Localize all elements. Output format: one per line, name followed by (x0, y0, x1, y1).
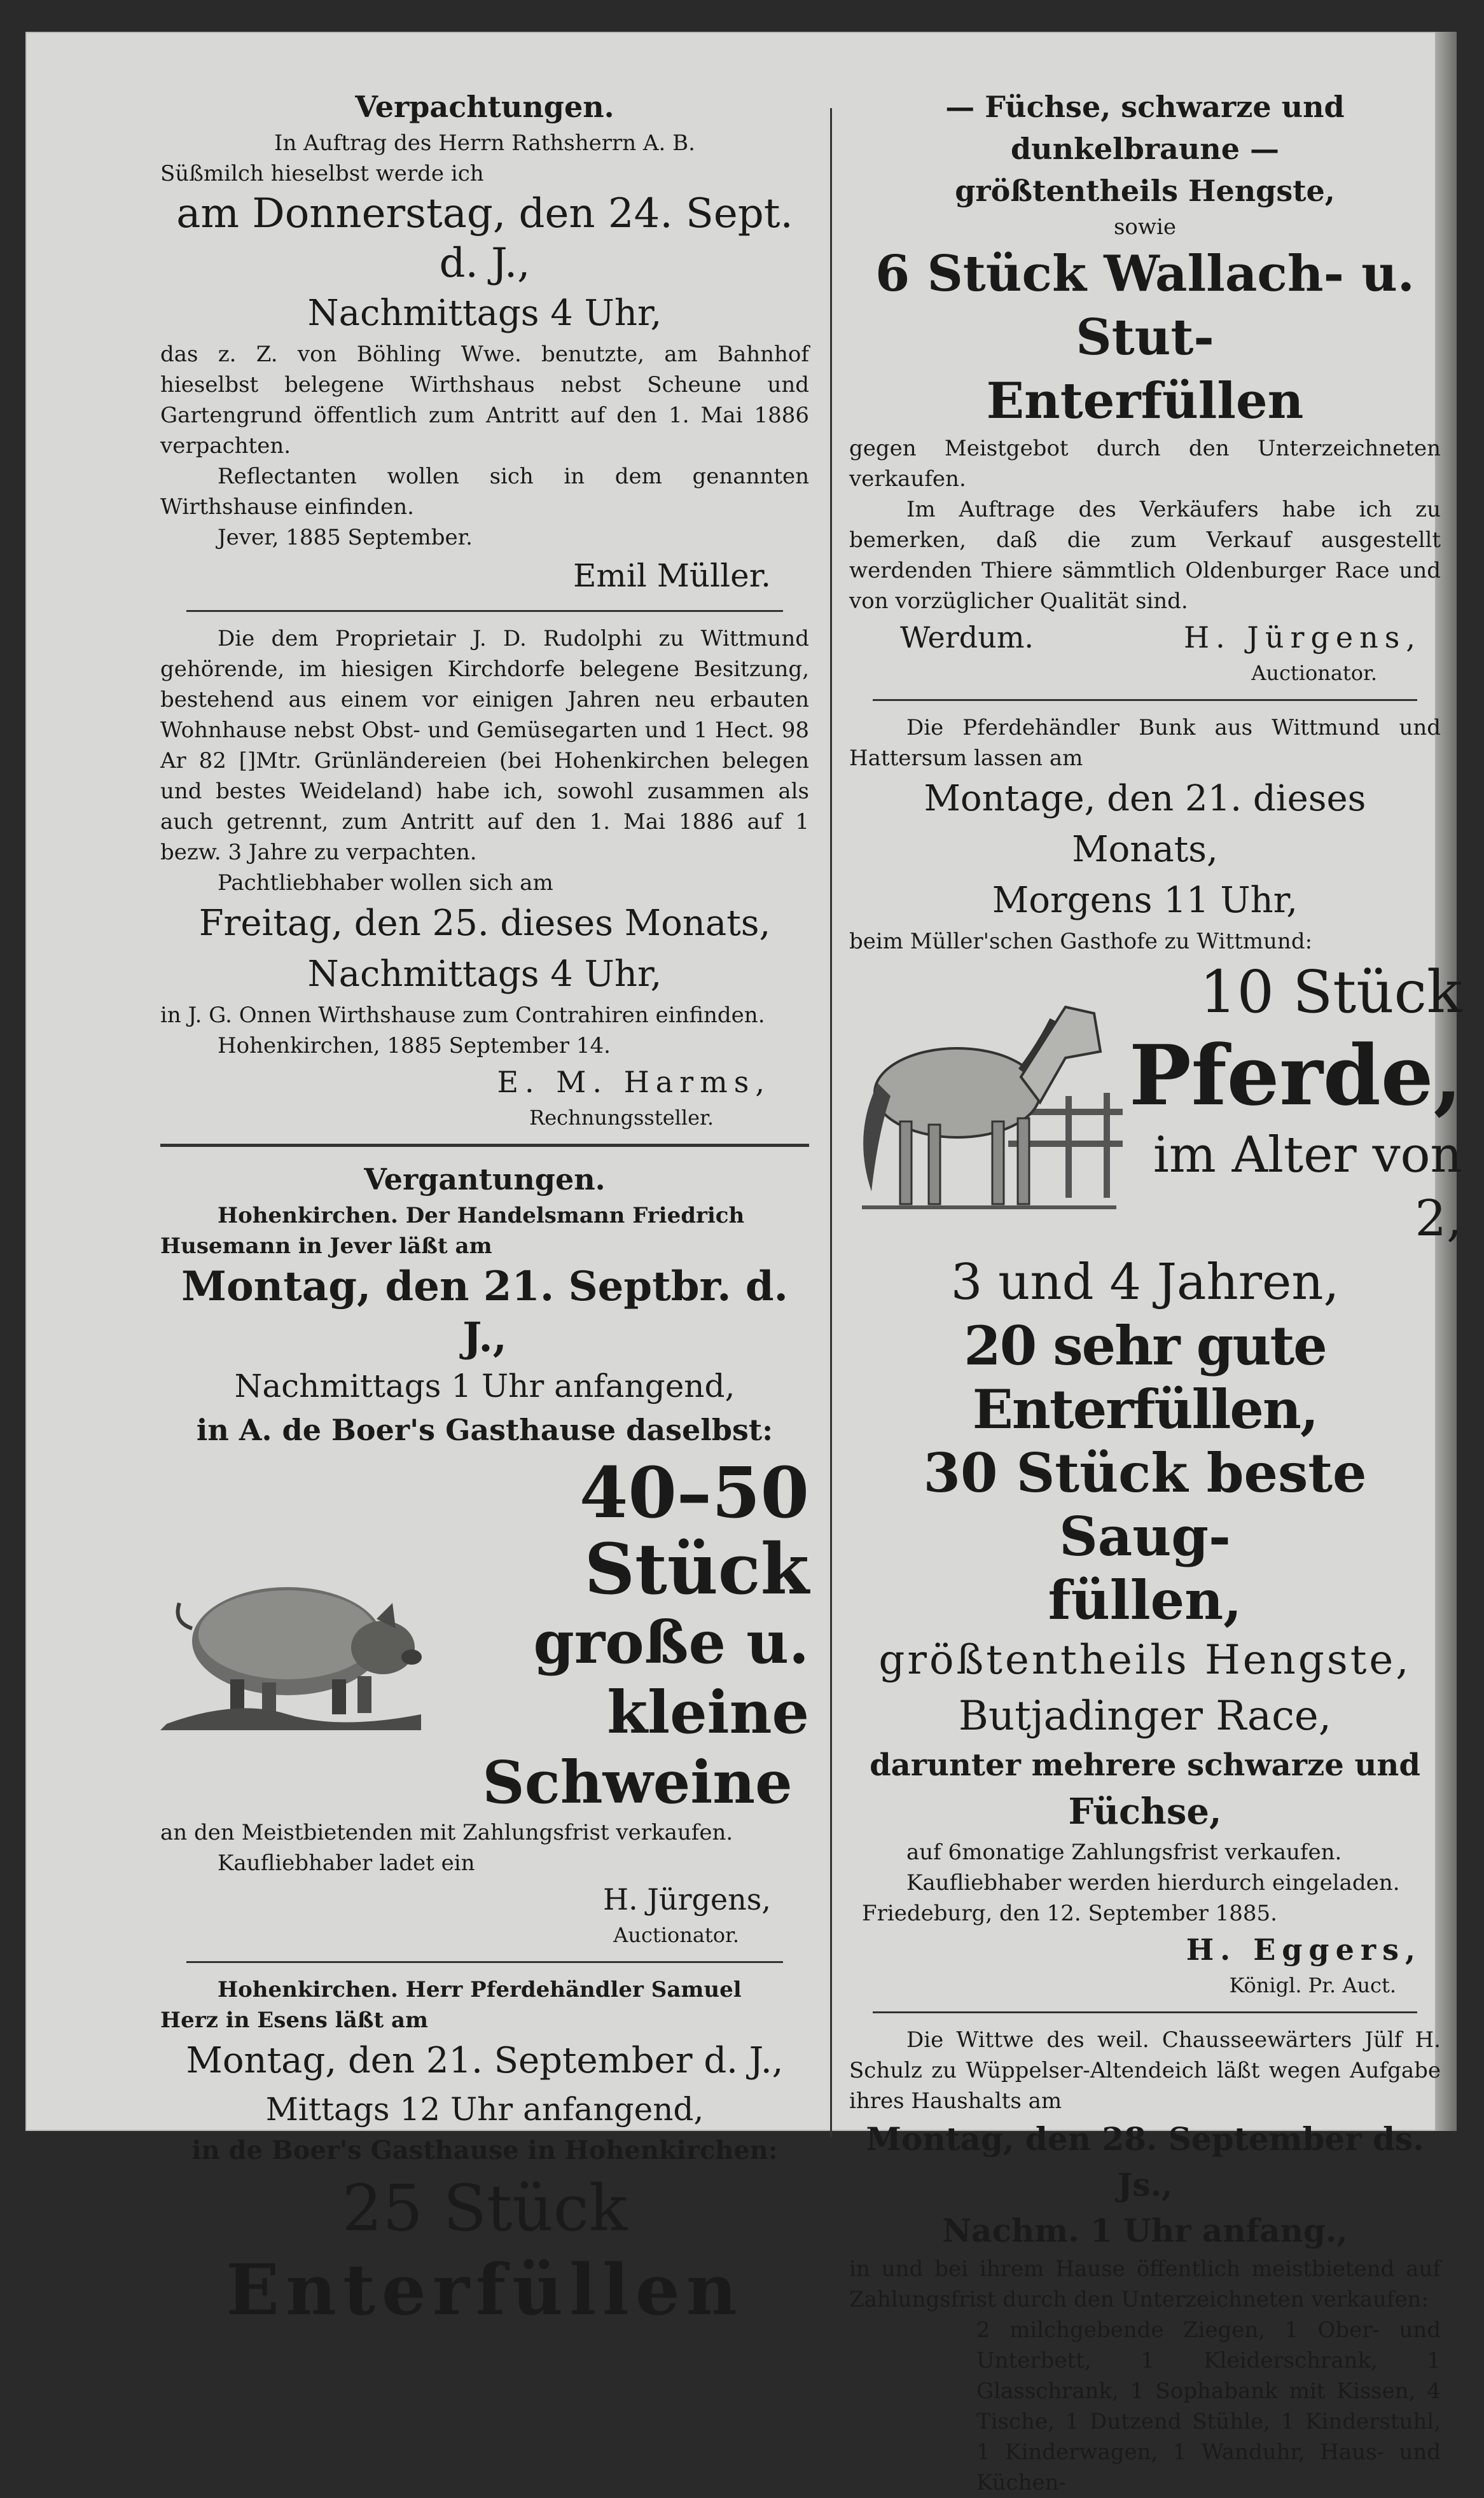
ad-verpachtung-2 (160, 623, 809, 1132)
ad-text-line: Husemann in Jever läßt am (160, 1233, 492, 1259)
column-divider (830, 108, 832, 2137)
ad-signer: Emil Müller. (572, 557, 771, 594)
ad-body: gegen Meistgebot durch den Unterzeichneten verkaufen. (849, 436, 1441, 492)
ad-signer-role: Auctionator. (613, 1923, 739, 1947)
ad-body: Die Wittwe des weil. Chausseewärters Jülf H. Schulz zu Wüppelser-Altendeich läßt wegen Aufgabe ihres Haushalts am (849, 2027, 1441, 2114)
ad-headline: große u. kleine (533, 1608, 809, 1747)
ad-time: Morgens 11 Uhr, (992, 880, 1298, 921)
ad-signer: H. Jürgens, (603, 1882, 771, 1917)
ad-enterfuellen (160, 1974, 809, 2332)
section-separator (160, 1144, 809, 1147)
ad-item-list: 2 milchgebende Ziegen, 1 Ober- und Unterbett, 1 Kleiderschrank, 1 Glasschrank, 1 Sophabank mit Kissen, 4 Tische, 1 Dutzend Stühle, 1 Kinderstuhl, 1 Kinderwagen, 1 Wanduhr, Haus- und Küchen- (976, 2317, 1441, 2495)
ad-place: in de Boer's Gasthause in Hohenkirchen: (191, 2135, 778, 2165)
ad-place-date: Jever, 1885 September. (218, 525, 473, 550)
ad-headline: 30 Stück beste Saug- (923, 1441, 1367, 1568)
ad-hausrat (849, 2025, 1441, 2498)
ad-time: Nachmittags 4 Uhr, (307, 293, 662, 334)
ad-body: Kaufliebhaber werden hierdurch eingeladen. (906, 1870, 1400, 1896)
ad-headline: füllen, (1048, 1569, 1242, 1632)
ad-headline: im Alter von 2, (1153, 1127, 1462, 1247)
ad-verpachtung-1 (160, 86, 809, 599)
ad-headline: Schweine (482, 1748, 793, 1817)
ad-text-line: Hohenkirchen. Der Handelsmann Friedrich (218, 1203, 745, 1228)
ad-headline: 40–50 Stück (579, 1452, 809, 1610)
section-heading: Vergantungen. (364, 1162, 606, 1197)
ad-signer-role: Auctionator. (1251, 661, 1377, 685)
ad-headline: größtentheils Hengste, (878, 1637, 1411, 1684)
ad-text-line: Hohenkirchen. Herr Pferdehändler Samuel (218, 1977, 742, 2002)
ad-text-line: sowie (1113, 214, 1176, 240)
ad-separator (873, 2011, 1417, 2013)
ad-time: Nachm. 1 Uhr anfang., (942, 2212, 1348, 2249)
horse-icon (849, 982, 1129, 1226)
ad-signer: E. M. Harms, (497, 1065, 771, 1099)
horse-ad-block (849, 957, 1462, 1251)
ad-body: Reflectanten wollen sich in dem genannten Wirthshause einfinden. (160, 464, 809, 520)
ad-text-line: — Füchse, schwarze und dunkelbraune — (945, 90, 1345, 166)
left-column (160, 86, 809, 2332)
ad-headline: Füchse, (1068, 1791, 1222, 1833)
ad-date: Freitag, den 25. dieses Monats, (198, 903, 771, 944)
ad-fuechse (849, 86, 1441, 688)
ad-headline: Enterfüllen (226, 2249, 744, 2331)
ad-place-date: Hohenkirchen, 1885 September 14. (218, 1033, 611, 1058)
ad-separator (186, 1961, 783, 1963)
ad-body: Die dem Proprietair J. D. Rudolphi zu Wittmund gehörende, im hiesigen Kirchdorfe belegene Besitzung, bestehend aus einem vor einigen Jahren neu erbauten Wohnhause nebst Obst- und Gemüsegarten und 1 Hect. 98 Ar 82 []Mtr. Grünländereien (bei Hohenkirchen belegen und bestes Weideland) habe ich, sowohl zusammen als auch getrennt, zum Antritt auf den 1. Mai 1886 auf 1 bezw. 3 Jahre zu verpachten. (160, 626, 809, 865)
ad-time: Nachmittags 1 Uhr anfangend, (234, 1368, 735, 1405)
ad-time: Nachmittags 4 Uhr, (307, 954, 662, 995)
ad-date: Montag, den 28. September ds. Js., (866, 2120, 1424, 2203)
ad-text-line: Pachtliebhaber wollen sich am (218, 870, 553, 896)
ad-place: beim Müller'schen Gasthofe zu Wittmund: (849, 929, 1313, 954)
right-column (849, 86, 1462, 2498)
section-heading: Verpachtungen. (355, 90, 614, 124)
ad-text-line: Süßmilch hieselbst werde ich (160, 161, 484, 186)
ad-signer-role: Königl. Pr. Auct. (1229, 1973, 1396, 1997)
ad-date: Montag, den 21. Septbr. d. J., (181, 1263, 788, 1361)
ad-signer: H. Eggers, (1186, 1932, 1422, 1967)
ad-pferde (849, 712, 1462, 2000)
ad-body: in und bei ihrem Hause öffentlich meistbietend auf Zahlungsfrist durch den Unterzeichneten verkaufen: (849, 2256, 1441, 2312)
ad-headline: 3 und 4 Jahren, (950, 1254, 1340, 1311)
ad-place: in A. de Boer's Gasthause daselbst: (196, 1413, 773, 1447)
ad-date: Montag, den 21. September d. J., (186, 2040, 784, 2081)
ad-body: Die Pferdehändler Bunk aus Wittmund und Hattersum lassen am (849, 715, 1441, 771)
ad-place: Werdum. (900, 620, 1034, 655)
ad-text-line: In Auftrag des Herrn Rathsherrn A. B. (274, 130, 695, 156)
pig-icon (160, 1539, 427, 1733)
ad-vergantung-schweine (160, 1158, 809, 1950)
ad-headline: 20 sehr gute Enterfüllen, (964, 1314, 1326, 1441)
ad-separator (873, 699, 1417, 701)
ad-body: an den Meistbietenden mit Zahlungsfrist verkaufen. (160, 1820, 733, 1845)
ad-headline: Pferde, (1129, 1027, 1462, 1124)
ad-body: Im Auftrage des Verkäufers habe ich zu bemerken, daß die zum Verkauf ausgestellt werdenden Thiere sämmtlich Oldenburger Race und von vorzüglicher Qualität sind. (849, 497, 1441, 614)
ad-separator (186, 610, 783, 612)
ad-text-line: Herz in Esens läßt am (160, 2008, 428, 2033)
ad-body: in J. G. Onnen Wirthshause zum Contrahiren einfinden. (160, 1003, 765, 1028)
ad-text-line: größtentheils Hengste, (955, 174, 1335, 208)
ad-signature-row (849, 616, 1441, 658)
ad-headline: Butjadinger Race, (958, 1693, 1332, 1740)
ad-headline: darunter mehrere schwarze und (870, 1747, 1420, 1783)
ad-headline: Enterfüllen (986, 372, 1304, 430)
ad-headline: 6 Stück Wallach- u. Stut- (875, 245, 1415, 366)
ad-signer-role: Rechnungssteller. (529, 1106, 714, 1130)
ad-signer: H. Jürgens, (1184, 620, 1422, 655)
ad-text-line: Kaufliebhaber ladet ein (218, 1850, 475, 1876)
ad-headline: 25 Stück (342, 2171, 628, 2245)
pig-ad-block (160, 1452, 809, 1817)
newspaper-page (25, 32, 1462, 2495)
ad-body: auf 6monatige Zahlungsfrist verkaufen. (906, 1840, 1342, 1865)
ad-place-date: Friedeburg, den 12. September 1885. (862, 1901, 1277, 1926)
ad-date: Montage, den 21. dieses Monats, (924, 778, 1366, 870)
ad-date: am Donnerstag, den 24. Sept. d. J., (176, 190, 793, 287)
ad-time: Mittags 12 Uhr anfangend, (265, 2091, 704, 2128)
ad-body: das z. Z. von Böhling Wwe. benutzte, am Bahnhof hieselbst belegene Wirthshaus nebst Scheune und Gartengrund öffentlich zum Antritt auf den 1. Mai 1886 verpachten. (160, 342, 809, 459)
ad-headline: 10 Stück (1199, 958, 1462, 1026)
